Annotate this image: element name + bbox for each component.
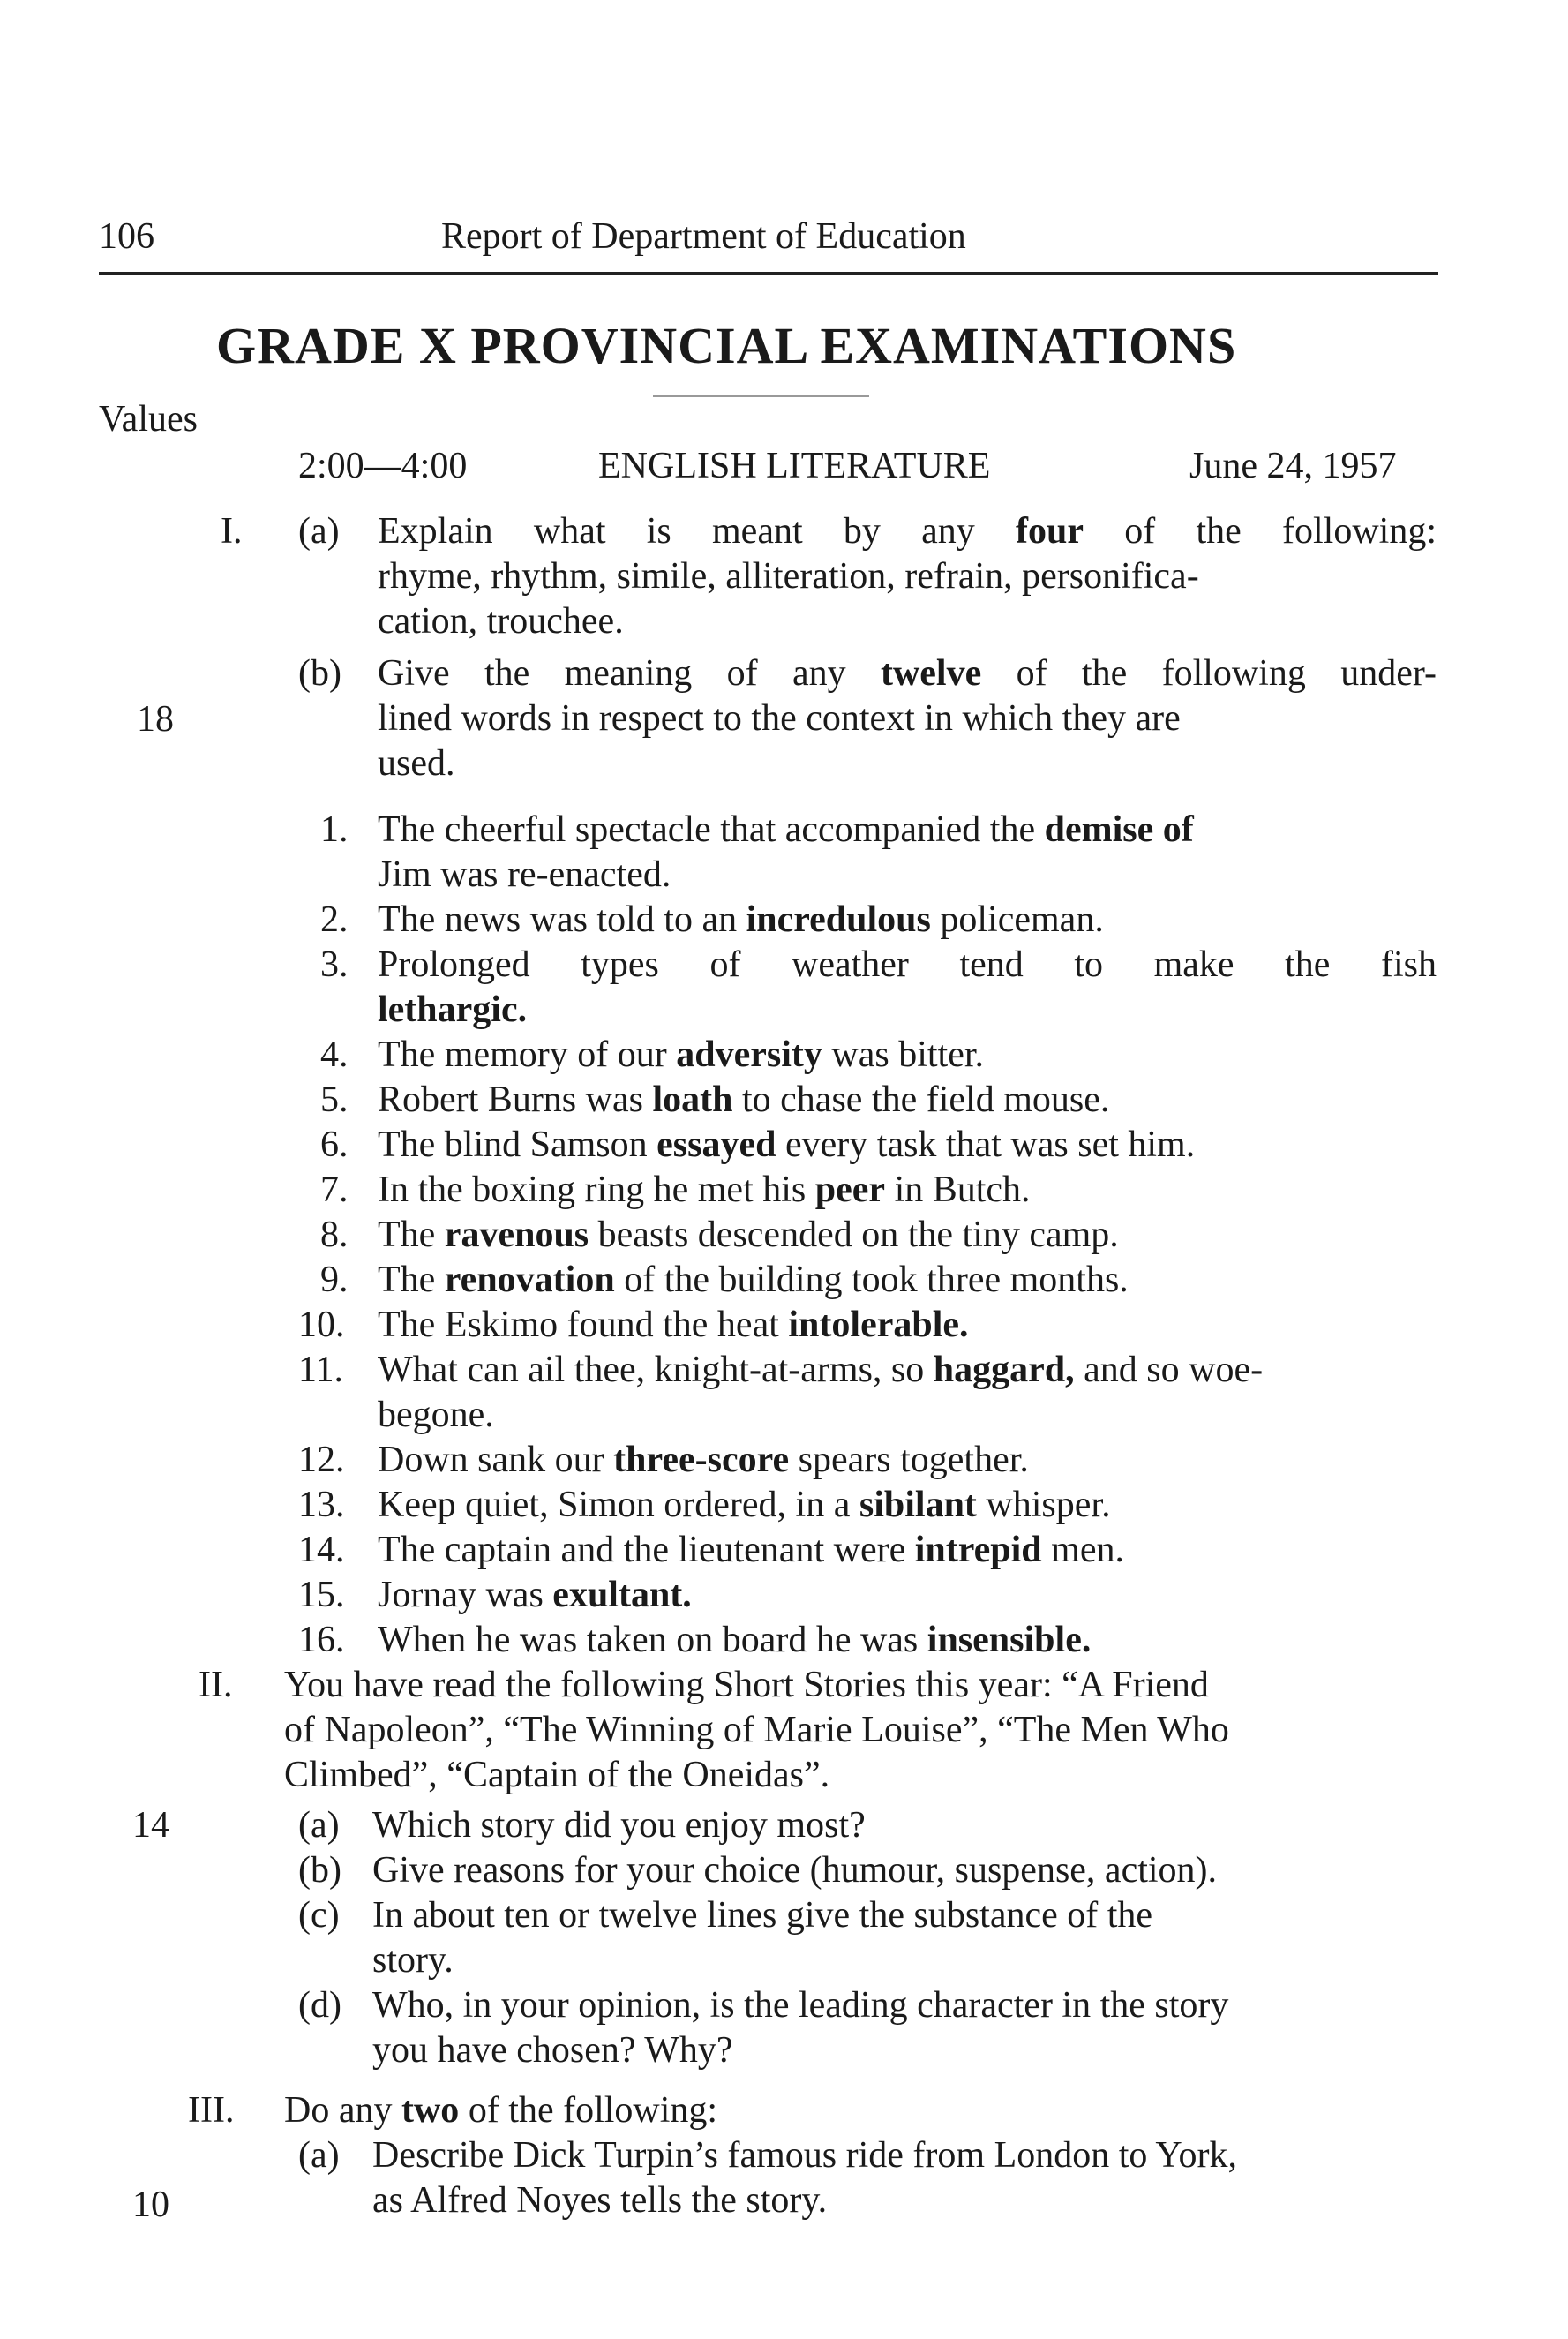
item-number: 9. (320, 1260, 349, 1300)
q3-part-a: Describe Dick Turpin’s famous ride from London to York, (372, 2135, 1237, 2176)
q2-line1: You have read the following Short Stories this year: “A Friend (284, 1665, 1209, 1705)
q1b-line2: lined words in respect to the context in which they are (378, 698, 1181, 739)
question-numeral: II. (199, 1665, 233, 1705)
list-item: The news was told to an incredulous policeman. (378, 899, 1104, 940)
part-label: (d) (298, 1985, 341, 2026)
part-label: (c) (298, 1895, 340, 1936)
q1a-line2: rhyme, rhythm, simile, alliteration, refrain, personifica- (378, 556, 1199, 597)
q1b-line3: used. (378, 743, 455, 784)
q3-line1: Do any two of the following: (284, 2090, 718, 2131)
q2-line2: of Napoleon”, “The Winning of Marie Louise”, “The Men Who (284, 1710, 1229, 1750)
title-divider (653, 395, 869, 397)
exam-subject: ENGLISH LITERATURE (598, 446, 991, 486)
question-numeral: I. (221, 511, 243, 552)
list-item-cont: begone. (378, 1395, 494, 1435)
list-item: The renovation of the building took three months. (378, 1260, 1129, 1300)
q3-part-a-cont: as Alfred Noyes tells the story. (372, 2180, 828, 2221)
item-number: 5. (320, 1079, 349, 1120)
item-number: 2. (320, 899, 349, 940)
list-item: When he was taken on board he was insensible. (378, 1620, 1092, 1660)
q2-part-d-cont: you have chosen? Why? (372, 2030, 733, 2071)
q1a-line3: cation, trouchee. (378, 601, 624, 642)
list-item: Robert Burns was loath to chase the field mouse. (378, 1079, 1110, 1120)
item-number: 3. (320, 944, 349, 985)
list-item: The Eskimo found the heat intolerable. (378, 1305, 969, 1345)
list-item: The cheerful spectacle that accompanied the demise of (378, 809, 1194, 850)
running-title: Report of Department of Education (441, 216, 966, 257)
item-number: 16. (298, 1620, 345, 1660)
list-item: In the boxing ring he met his peer in Butch. (378, 1170, 1031, 1210)
page-title: GRADE X PROVINCIAL EXAMINATIONS (216, 317, 1237, 374)
page-number: 106 (99, 216, 154, 257)
part-label: (a) (298, 511, 340, 552)
margin-value: 14 (132, 1805, 169, 1846)
q2-part-a: Which story did you enjoy most? (372, 1805, 866, 1846)
q2-part-b: Give reasons for your choice (humour, suspense, action). (372, 1850, 1218, 1891)
list-item: The blind Samson essayed every task that was set him. (378, 1124, 1196, 1165)
item-number: 1. (320, 809, 349, 850)
q2-part-d: Who, in your opinion, is the leading character in the story (372, 1985, 1229, 2026)
item-number: 10. (298, 1305, 345, 1345)
header-rule (99, 272, 1438, 275)
q2-line3: Climbed”, “Captain of the Oneidas”. (284, 1755, 830, 1795)
list-item: Prolonged types of weather tend to make the fish (378, 944, 1437, 985)
question-numeral: III. (188, 2090, 235, 2131)
part-label: (a) (298, 1805, 340, 1846)
list-item-cont: lethargic. (378, 989, 528, 1030)
item-number: 6. (320, 1124, 349, 1165)
item-number: 8. (320, 1215, 349, 1255)
margin-value: 18 (137, 699, 174, 740)
list-item: The memory of our adversity was bitter. (378, 1034, 985, 1075)
q1b-line1: Give the meaning of any twelve of the following under- (378, 653, 1437, 694)
part-label: (b) (298, 653, 341, 694)
values-label: Values (99, 399, 198, 440)
item-number: 13. (298, 1485, 345, 1525)
margin-value: 10 (132, 2185, 169, 2225)
list-item: The captain and the lieutenant were intrepid men. (378, 1530, 1124, 1570)
q2-part-c-cont: story. (372, 1940, 454, 1981)
item-number: 15. (298, 1575, 345, 1615)
item-number: 12. (298, 1440, 345, 1480)
item-number: 4. (320, 1034, 349, 1075)
list-item: Keep quiet, Simon ordered, in a sibilant whisper. (378, 1485, 1111, 1525)
q1a-line1: Explain what is meant by any four of the following: (378, 511, 1437, 552)
list-item: The ravenous beasts descended on the tiny camp. (378, 1215, 1119, 1255)
q2-part-c: In about ten or twelve lines give the substance of the (372, 1895, 1153, 1936)
exam-time: 2:00—4:00 (298, 446, 468, 486)
item-number: 11. (298, 1350, 343, 1390)
part-label: (a) (298, 2135, 340, 2176)
list-item: What can ail thee, knight-at-arms, so haggard, and so woe- (378, 1350, 1264, 1390)
exam-date: June 24, 1957 (1189, 446, 1397, 486)
list-item: Down sank our three-score spears together. (378, 1440, 1029, 1480)
list-item: Jornay was exultant. (378, 1575, 692, 1615)
item-number: 7. (320, 1170, 349, 1210)
list-item-cont: Jim was re-enacted. (378, 854, 671, 895)
part-label: (b) (298, 1850, 341, 1891)
item-number: 14. (298, 1530, 345, 1570)
